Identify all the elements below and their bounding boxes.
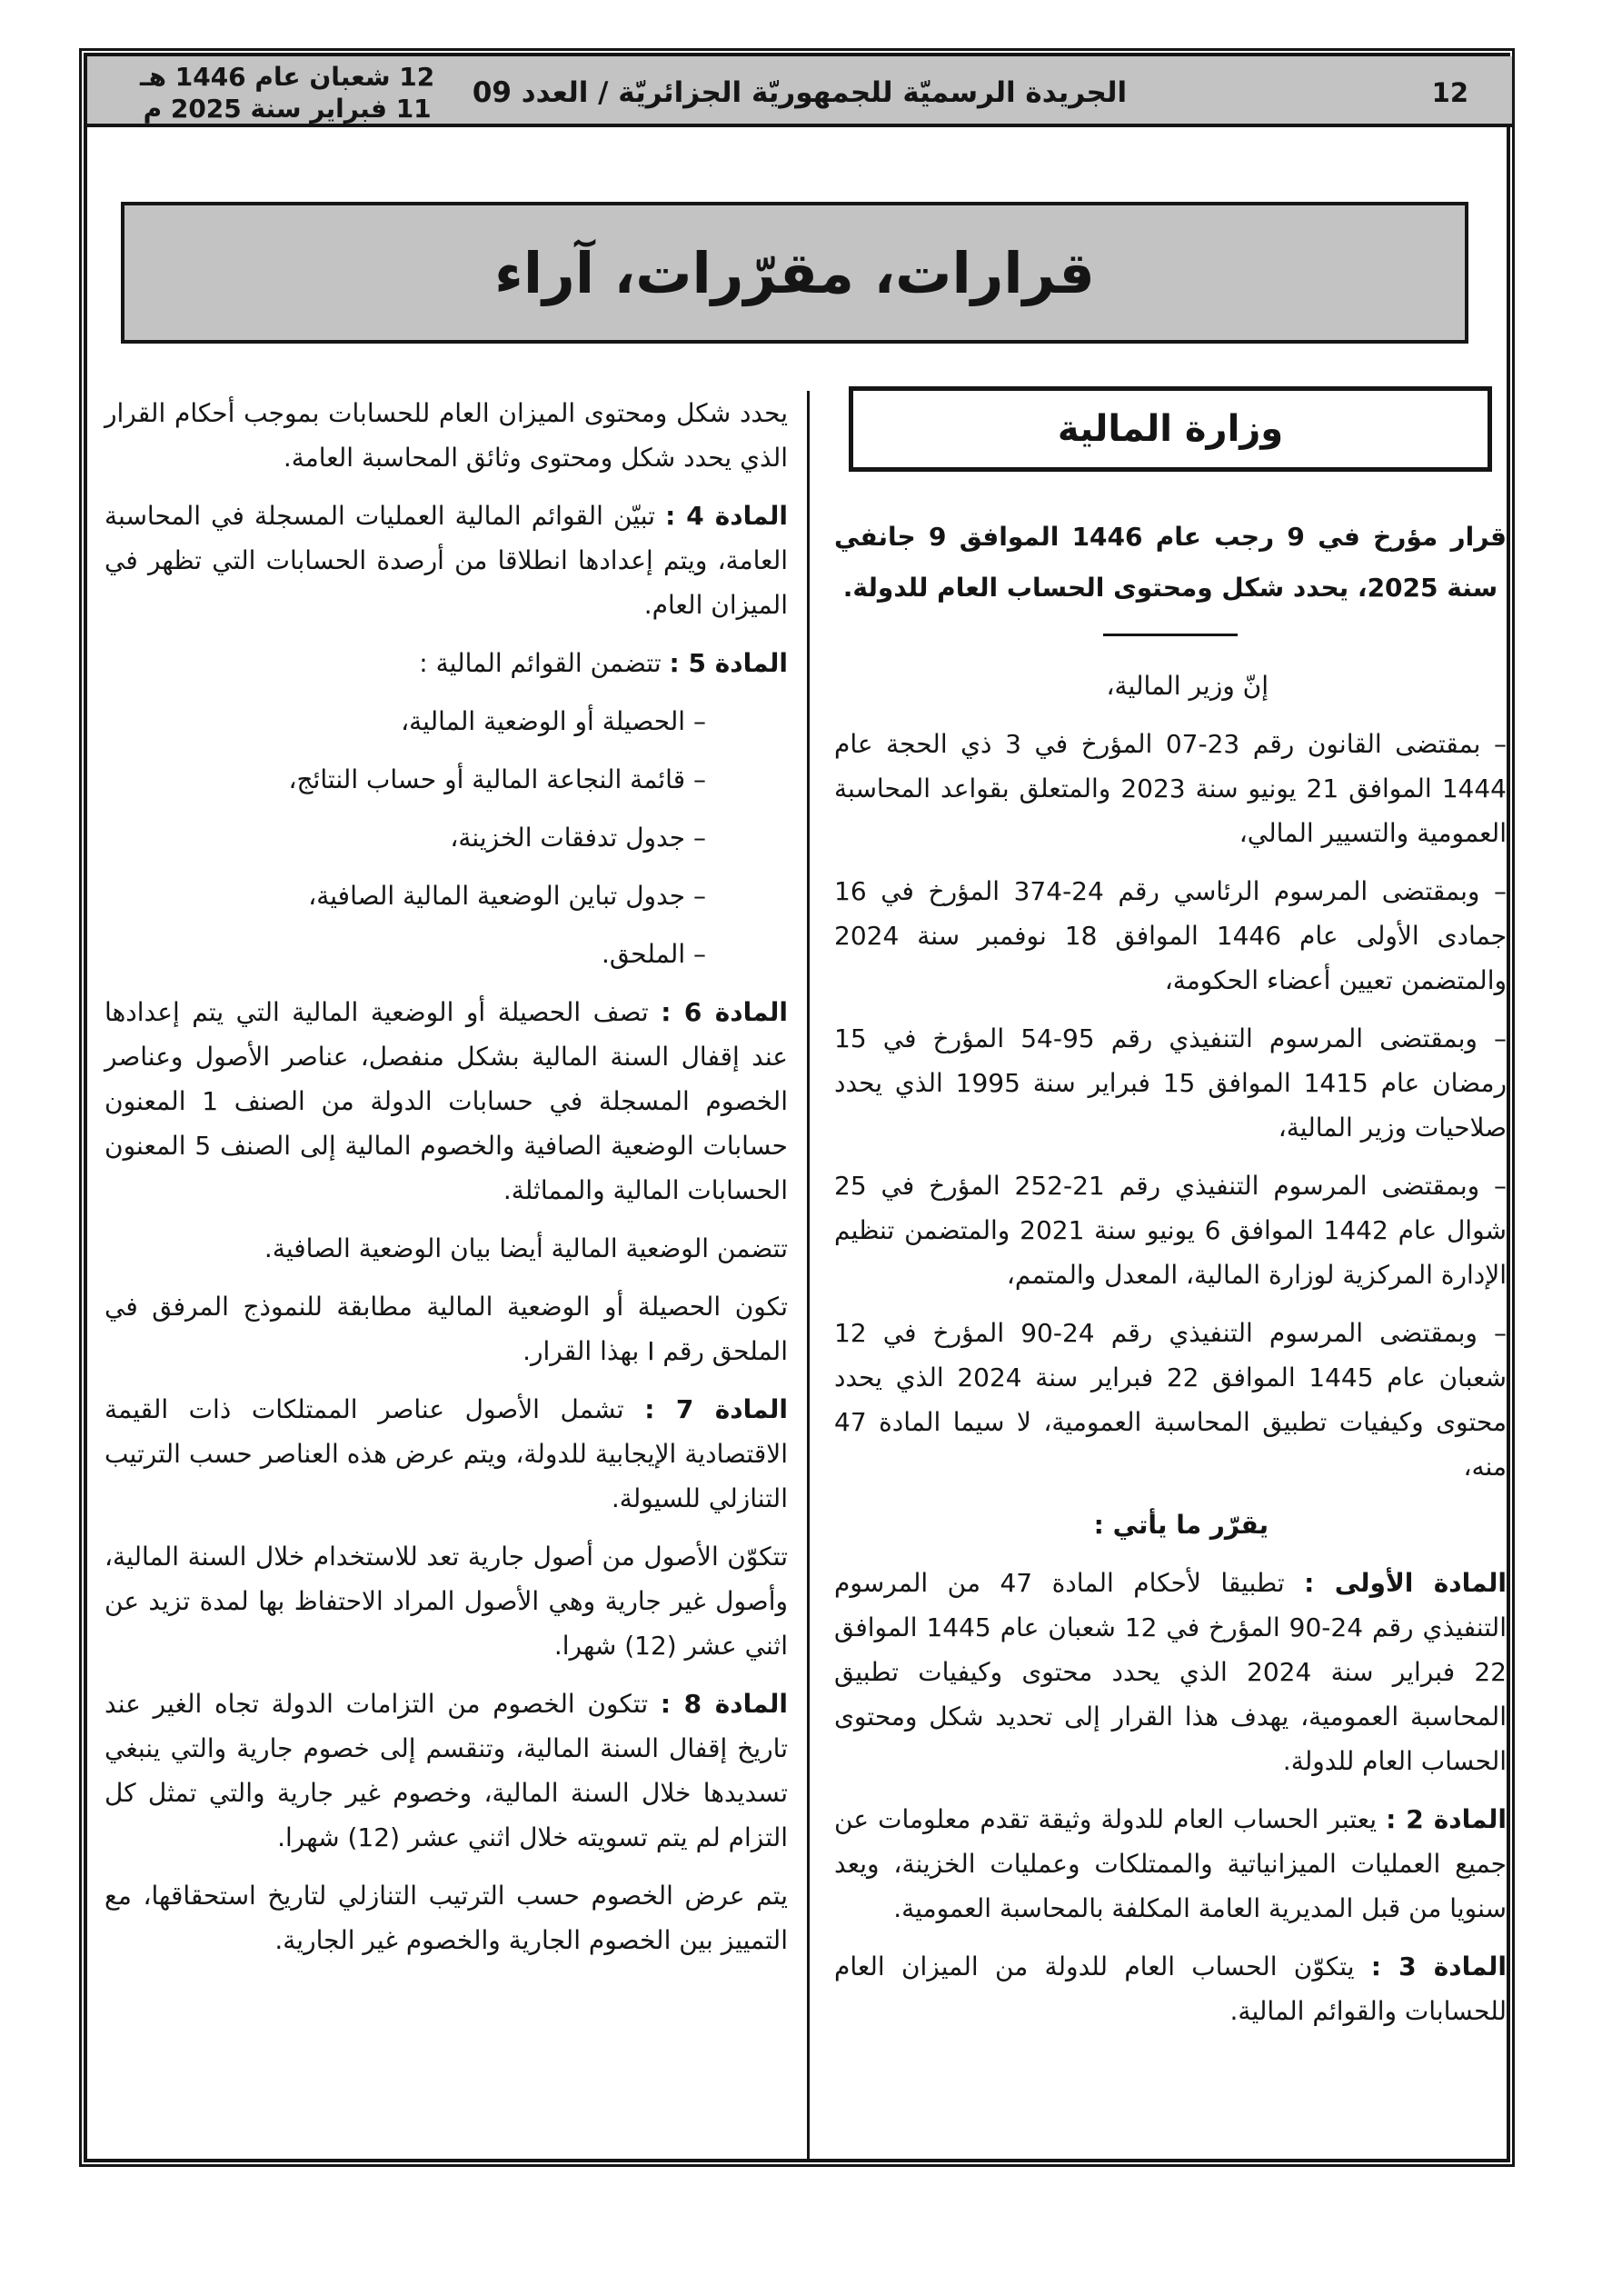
citation-paragraph: – وبمقتضى المرسوم التنفيذي رقم 24-90 المؤرخ في 12 شعبان عام 1445 الموافق 22 فبراير سنة 2024 الذي يحدد محتوى وكيفيات تطبيق المحاسبة العمومية، لا سيما المادة 47 منه، bbox=[834, 1318, 1508, 1482]
enactment-opener: يقرّر ما يأتي : bbox=[1093, 1510, 1269, 1540]
article-2: المادة 2 : يعتبر الحساب العام للدولة وثيقة تقدم معلومات عن جميع العمليات الميزانياتية والممتلكات وعمليات الخزينة، ويعد سنويا من قبل المديرية العامة المكلفة بالمحاسبة العمومية. bbox=[834, 1804, 1508, 1923]
article-label: المادة 2 : bbox=[1386, 1804, 1508, 1834]
body-paragraph: يتم عرض الخصوم حسب الترتيب التنازلي لتاريخ استحقاقها، مع التمييز بين الخصوم الجارية والخصوم غير الجارية. bbox=[104, 1881, 788, 1955]
article-8: المادة 8 : تتكون الخصوم من التزامات الدولة تجاه الغير عند تاريخ إقفال السنة المالية، وتنقسم إلى خصوم جارية والتي ينبغي تسديدها خلال السنة المالية، وخصوم غير جارية والتي تمثل كل التزام لم يتم تسويته خلال اثني عشر (12) شهرا. bbox=[104, 1689, 788, 1852]
header-date-gregorian: 11 فبراير سنة 2025 م bbox=[143, 94, 432, 124]
ministry-heading-box bbox=[849, 386, 1492, 472]
list-item: – جدول تدفقات الخزينة، bbox=[450, 823, 706, 853]
article-1: المادة الأولى : تطبيقا لأحكام المادة 47 من المرسوم التنفيذي رقم 24-90 المؤرخ في 12 شعبان عام 1445 الموافق 22 فبراير سنة 2024 الذي يحدد محتوى وكيفيات تطبيق المحاسبة العمومية، يهدف هذا القرار إلى تحديد شكل ومحتوى الحساب العام للدولة. bbox=[834, 1568, 1508, 1776]
article-3: المادة 3 : يتكوّن الحساب العام للدولة من الميزان العام للحسابات والقوائم المالية. bbox=[834, 1952, 1507, 2026]
article-5: المادة 5 : تتضمن القوائم المالية : bbox=[419, 648, 788, 678]
ministry-title: وزارة المالية bbox=[1057, 407, 1284, 450]
article-label: المادة 3 : bbox=[1370, 1952, 1507, 1982]
article-label: المادة 6 : bbox=[661, 997, 789, 1027]
right-column-body bbox=[834, 512, 1507, 2033]
citation-paragraph: – وبمقتضى المرسوم التنفيذي رقم 95-54 المؤرخ في 15 رمضان عام 1415 الموافق 15 فبراير سنة 1995 الذي يحدد صلاحيات وزير المالية، bbox=[834, 1023, 1508, 1143]
list-item: – قائمة النجاعة المالية أو حساب النتائج، bbox=[288, 764, 706, 794]
section-banner-title: قرارات، مقرّرات، آراء bbox=[494, 239, 1095, 306]
citation-paragraph: – بمقتضى القانون رقم 23-07 المؤرخ في 3 ذي الحجة عام 1444 الموافق 21 يونيو سنة 2023 والمتعلق بقواعد المحاسبة العمومية والتسيير المالي، bbox=[834, 729, 1508, 848]
journal-title: الجريدة الرسميّة للجمهوريّة الجزائريّة / العدد 09 bbox=[472, 76, 1128, 109]
article-label: المادة 8 : bbox=[660, 1689, 788, 1719]
article-7: المادة 7 : تشمل الأصول عناصر الممتلكات ذات القيمة الاقتصادية الإيجابية للدولة، ويتم عرض هذه العناصر حسب الترتيب التنازلي للسيولة. bbox=[104, 1394, 788, 1513]
minister-opener: إنّ وزير المالية، bbox=[1106, 671, 1269, 701]
list-item: – الملحق. bbox=[602, 939, 706, 969]
separator-rule bbox=[1103, 634, 1238, 636]
column-divider-rule bbox=[807, 391, 810, 2159]
body-paragraph: تكون الحصيلة أو الوضعية المالية مطابقة للنموذج المرفق في الملحق رقم I بهذا القرار. bbox=[104, 1292, 788, 1366]
page-number: 12 bbox=[1431, 77, 1468, 108]
body-paragraph: تتكوّن الأصول من أصول جارية تعد للاستخدام خلال السنة المالية، وأصول غير جارية وهي الأصول المراد الاحتفاظ بها لمدة تزيد عن اثني عشر (12) شهرا. bbox=[104, 1542, 788, 1661]
header-date-hijri: 12 شعبان عام 1446 هـ bbox=[140, 62, 435, 92]
decree-title: قرار مؤرخ في 9 رجب عام 1446 الموافق 9 جانفي سنة 2025، يحدد شكل ومحتوى الحساب العام للدولة. bbox=[834, 522, 1507, 603]
article-label: المادة 7 : bbox=[644, 1394, 788, 1424]
body-paragraph: تتضمن الوضعية المالية أيضا بيان الوضعية الصافية. bbox=[264, 1233, 788, 1263]
list-item: – جدول تباين الوضعية المالية الصافية، bbox=[308, 881, 706, 911]
article-label: المادة الأولى : bbox=[1304, 1568, 1508, 1598]
continued-paragraph: يحدد شكل ومحتوى الميزان العام للحسابات بموجب أحكام القرار الذي يحدد شكل ومحتوى وثائق المحاسبة العامة. bbox=[104, 398, 788, 473]
article-4: المادة 4 : تبيّن القوائم المالية العمليات المسجلة في المحاسبة العامة، ويتم إعدادها انطلاقا من أرصدة الحسابات التي تظهر في الميزان العام. bbox=[104, 501, 788, 620]
right-column bbox=[834, 386, 1507, 2047]
article-label: المادة 5 : bbox=[669, 648, 788, 678]
list-item: – الحصيلة أو الوضعية المالية، bbox=[401, 706, 706, 736]
article-6: المادة 6 : تصف الحصيلة أو الوضعية المالية التي يتم إعدادها عند إقفال السنة المالية بشكل منفصل، عناصر الأصول وعناصر الخصوم المسجلة في حسابات الدولة من الصنف 1 المعنون حسابات الوضعية الصافية والخصوم المالية إلى الصنف 5 المعنون الحسابات المالية والمماثلة. bbox=[104, 997, 789, 1205]
citation-paragraph: – وبمقتضى المرسوم الرئاسي رقم 24-374 المؤرخ في 16 جمادى الأولى عام 1446 الموافق 18 نوفمبر سنة 2024 والمتضمن تعيين أعضاء الحكومة، bbox=[834, 876, 1508, 995]
article-label: المادة 4 : bbox=[665, 501, 788, 531]
left-column bbox=[104, 391, 788, 1976]
citation-paragraph: – وبمقتضى المرسوم التنفيذي رقم 21-252 المؤرخ في 25 شوال عام 1442 الموافق 6 يونيو سنة 2021 والمتضمن تنظيم الإدارة المركزية لوزارة المالية، المعدل والمتمم، bbox=[834, 1171, 1507, 1290]
running-header bbox=[87, 56, 1512, 127]
section-banner bbox=[121, 202, 1468, 344]
